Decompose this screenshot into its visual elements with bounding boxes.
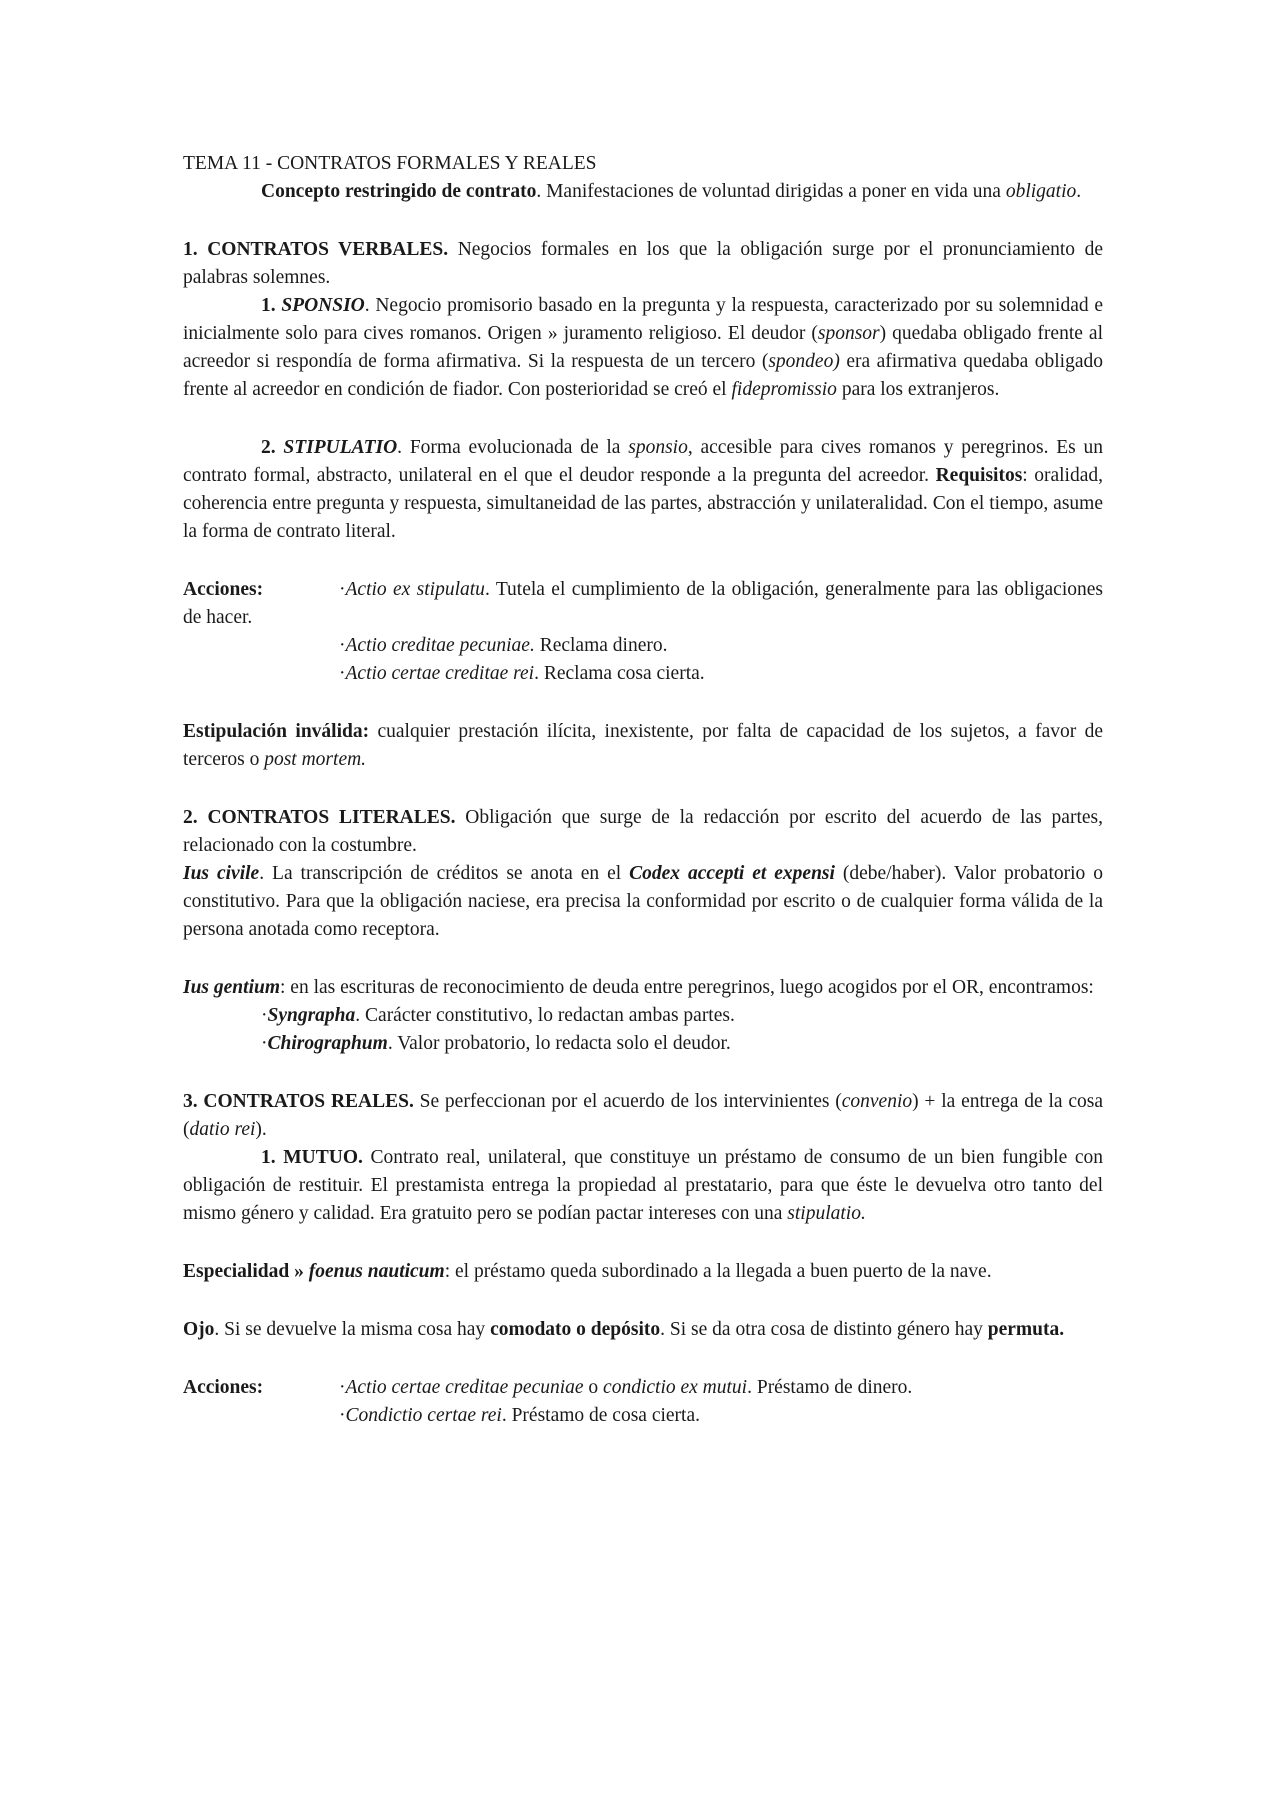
mutuo-paragraph: 1. MUTUO. Contrato real, unilateral, que constituye un préstamo de consumo de un bien fungible con obligación de restituir. El prestamista entrega la propiedad al prestatario, para que éste le devuelva otro tanto del mismo género y calidad. Era gratuito pero se podían pactar intereses con una stipulatio. <box>183 1147 1103 1224</box>
concepto-paragraph: Concepto restringido de contrato. Manifestaciones de voluntad dirigidas a poner en vida una obligatio. <box>261 181 1082 202</box>
accion-item: ·Actio certae creditae rei. Reclama cosa cierta. <box>339 663 705 684</box>
acciones-block-1 <box>183 576 1103 688</box>
stipulatio-paragraph: 2. STIPULATIO. Forma evolucionada de la sponsio, accesible para cives romanos y peregrinos. Es un contrato formal, abstracto, unilateral en el que el deudor responde a la pregunta del acreedor. Requisitos: oralidad, coherencia entre pregunta y respuesta, simultaneidad de las partes, abstracción y unilateralidad. Con el tiempo, asume la forma de contrato literal. <box>183 437 1104 542</box>
sponsio-paragraph: 1. SPONSIO. Negocio promisorio basado en la pregunta y la respuesta, caracterizado por su solemnidad e inicialmente solo para cives romanos. Origen » juramento religioso. El deudor (sponsor) quedaba obligado frente al acreedor si respondía de forma afirmativa. Si la respuesta de un tercero (spondeo) era afirmativa quedaba obligado frente al acreedor en condición de fiador. Con posterioridad se creó el fidepromissio para los extranjeros. <box>183 295 1103 400</box>
acciones-label: Acciones: <box>183 579 264 600</box>
ojo-paragraph: Ojo. Si se devuelve la misma cosa hay comodato o depósito. Si se da otra cosa de distinto género hay permuta. <box>183 1319 1065 1340</box>
chirographum-item: ·Chirographum. Valor probatorio, lo redacta solo el deudor. <box>261 1033 731 1054</box>
document-title: TEMA 11 - CONTRATOS FORMALES Y REALES <box>183 153 597 174</box>
document-body <box>183 150 1103 1430</box>
accion-item: ·Actio ex stipulatu. Tutela el cumplimiento de la obligación, generalmente para las obligaciones de hacer. <box>183 579 1103 628</box>
ius-civile-paragraph: Ius civile. La transcripción de créditos se anota en el Codex accepti et expensi (debe/haber). Valor probatorio o constitutivo. Para que la obligación naciese, era precisa la conformidad por escrito o de cualquier forma válida de la persona anotada como receptora. <box>183 863 1103 940</box>
accion-item: ·Actio creditae pecuniae. Reclama dinero. <box>339 635 668 656</box>
section-3-paragraph: 3. CONTRATOS REALES. Se perfeccionan por el acuerdo de los intervinientes (convenio) + la entrega de la cosa (datio rei). <box>183 1091 1103 1140</box>
especialidad-paragraph: Especialidad » foenus nauticum: el préstamo queda subordinado a la llegada a buen puerto de la nave. <box>183 1261 992 1282</box>
syngrapha-item: ·Syngrapha. Carácter constitutivo, lo redactan ambas partes. <box>261 1005 735 1026</box>
ius-gentium-paragraph: Ius gentium: en las escrituras de reconocimiento de deuda entre peregrinos, luego acogidos por el OR, encontramos: <box>183 977 1094 998</box>
acciones-block-2 <box>183 1374 1103 1430</box>
accion-item: ·Actio certae creditae pecuniae o condictio ex mutui. Préstamo de dinero. <box>339 1377 913 1398</box>
section-3-heading: 3. CONTRATOS REALES. <box>183 1091 414 1112</box>
accion-item: ·Condictio certae rei. Préstamo de cosa cierta. <box>339 1405 700 1426</box>
section-1-heading: 1. CONTRATOS VERBALES. <box>183 239 449 260</box>
section-2-heading: 2. CONTRATOS LITERALES. <box>183 807 456 828</box>
estipulacion-invalida-paragraph: Estipulación inválida: cualquier prestación ilícita, inexistente, por falta de capacidad de los sujetos, a favor de terceros o post mortem. <box>183 721 1104 770</box>
section-1-paragraph: 1. CONTRATOS VERBALES. Negocios formales en los que la obligación surge por el pronunciamiento de palabras solemnes. <box>183 239 1103 288</box>
section-2-paragraph: 2. CONTRATOS LITERALES. Obligación que surge de la redacción por escrito del acuerdo de las partes, relacionado con la costumbre. <box>183 807 1103 856</box>
acciones-label: Acciones: <box>183 1377 264 1398</box>
